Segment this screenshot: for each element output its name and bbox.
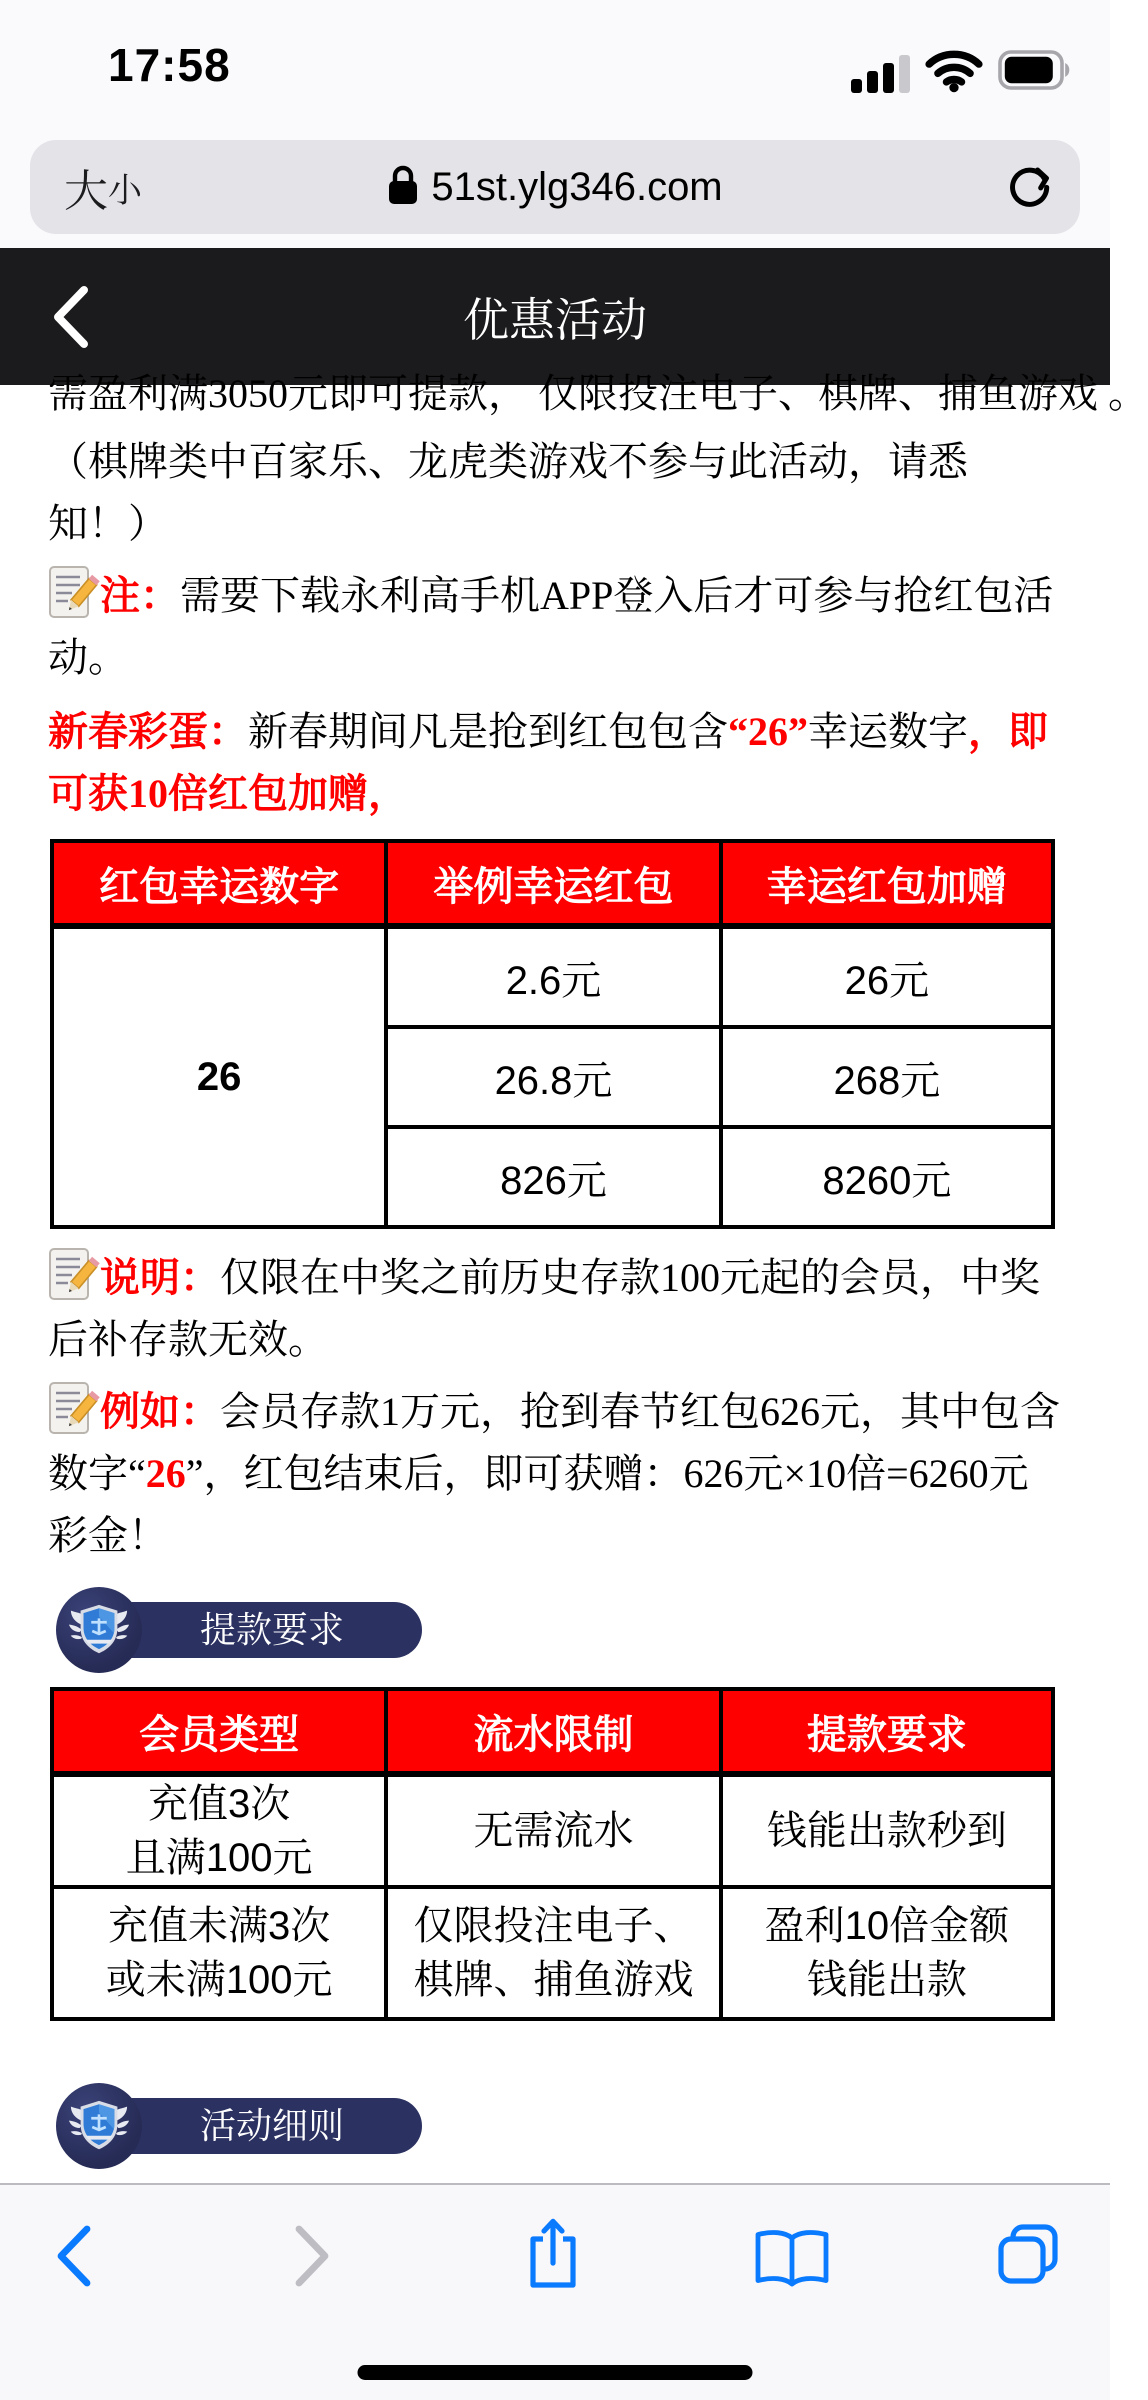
egg-text-1: 新春期间凡是抢到红包包含: [248, 709, 728, 754]
t1-bonus-cell: 268元: [721, 1027, 1053, 1127]
lock-icon: [387, 164, 419, 211]
bookmarks-icon[interactable]: [752, 2229, 832, 2294]
memo-icon: [48, 1381, 96, 1437]
clipped-text-line: 需盈利满3050元即可提款， 仅限投注电子、棋牌、捕鱼游戏 。: [48, 371, 1148, 416]
egg-text-2: 幸运数字: [808, 709, 968, 754]
liru-text-2: ”，红包结束后，即可获赠：626元×10倍=6260元彩金！: [48, 1451, 1029, 1558]
t2-turnover-cell: 无需流水: [386, 1774, 720, 1887]
egg-label: 新春彩蛋：: [48, 709, 248, 754]
page-content: [0, 371, 1148, 2183]
withdrawal-line: 盈利10倍金额: [764, 1904, 1010, 1948]
lucky-number-table: [50, 839, 1055, 1229]
table-header-row: [52, 841, 1053, 926]
t2-header-3: 提款要求: [721, 1689, 1053, 1774]
address-url-area[interactable]: [30, 140, 1080, 234]
memo-icon: [48, 565, 96, 621]
member-type-line: 或未满100元: [105, 1958, 333, 2002]
note-paragraph: [48, 565, 1062, 689]
member-type-line: 充值3次: [148, 1782, 291, 1826]
withdrawal-line: 钱能出款: [806, 1958, 967, 2002]
t1-header-2: 举例幸运红包: [386, 841, 720, 926]
withdrawal-table: [50, 1687, 1055, 2021]
liru-paragraph: [48, 1381, 1062, 1567]
egg-lucky-number: “26”: [728, 709, 808, 754]
shuoming-label: 说明：: [100, 1255, 220, 1300]
t2-header-1: 会员类型: [52, 1689, 386, 1774]
liru-text-1: 会员存款1万元，抢到春节红包626元，其中包含数字“: [48, 1389, 1060, 1496]
t2-member-type-cell: [52, 1887, 386, 2019]
t2-withdrawal-cell: 钱能出款秒到: [721, 1774, 1053, 1887]
t1-lucky-number-cell: 26: [52, 926, 386, 1227]
table-row: [52, 926, 1053, 1027]
address-url: 51st.ylg346.com: [431, 164, 723, 209]
t1-bonus-cell: 8260元: [721, 1127, 1053, 1227]
safari-toolbar: [0, 2183, 1110, 2400]
badge-label: 提款要求: [100, 1602, 422, 1658]
t1-header-3: 幸运红包加赠: [721, 841, 1053, 926]
liru-label: 例如：: [100, 1389, 220, 1434]
t1-example-cell: 2.6元: [386, 926, 720, 1027]
t1-bonus-cell: 26元: [721, 926, 1053, 1027]
tabs-icon[interactable]: [995, 2221, 1061, 2292]
t1-header-1: 红包幸运数字: [52, 841, 386, 926]
address-bar[interactable]: [30, 140, 1080, 234]
table-row: [52, 1887, 1053, 2019]
note-label: 注：: [100, 573, 180, 618]
t2-member-type-cell: [52, 1774, 386, 1887]
wifi-icon: [924, 48, 984, 97]
t2-withdrawal-cell: [721, 1887, 1053, 2019]
table-header-row: [52, 1689, 1053, 1774]
member-type-line: 且满100元: [125, 1836, 313, 1880]
toolbar-forward-icon[interactable]: [292, 2223, 334, 2294]
note-text: 需要下载永利高手机APP登入后才可参与抢红包活动。: [48, 573, 1054, 680]
withdrawal-requirements-badge: [56, 1587, 396, 1673]
share-icon[interactable]: [523, 2215, 583, 2296]
shuoming-text: 仅限在中奖之前历史存款100元起的会员，中奖后补存款无效。: [48, 1255, 1040, 1362]
reload-icon[interactable]: [1004, 162, 1054, 212]
shield-badge-icon: [56, 1587, 142, 1673]
t1-example-cell: 826元: [386, 1127, 720, 1227]
text-size-big-label: 大: [64, 167, 108, 216]
memo-icon: [48, 1247, 96, 1303]
t1-example-cell: 26.8元: [386, 1027, 720, 1127]
t2-header-2: 流水限制: [386, 1689, 720, 1774]
new-year-egg-paragraph: [48, 701, 1062, 825]
battery-icon: [998, 50, 1072, 95]
badge-label: 活动细则: [100, 2098, 422, 2154]
t2-turnover-cell: 仅限投注电子、棋牌、捕鱼游戏: [386, 1887, 720, 2019]
status-time: 17:58: [108, 39, 231, 91]
toolbar-back-icon[interactable]: [52, 2223, 94, 2294]
member-type-line: 充值未满3次: [108, 1904, 331, 1948]
shield-badge-icon: [56, 2083, 142, 2169]
table-row: [52, 1774, 1053, 1887]
text-size-small-label: 小: [108, 171, 142, 210]
signal-icon: [851, 53, 910, 93]
browser-chrome-top: [0, 0, 1110, 248]
home-indicator[interactable]: [358, 2365, 753, 2380]
activity-rules-badge: [56, 2083, 396, 2169]
liru-lucky-number: 26: [145, 1451, 186, 1496]
status-icons: [851, 48, 1072, 97]
egg-text-red: ，即可获10倍红包加赠，: [48, 709, 1048, 816]
shuoming-paragraph: [48, 1247, 1062, 1371]
page-title: 优惠活动: [463, 293, 647, 346]
parenthetical-line: （棋牌类中百家乐、龙虎类游戏不参与此活动，请悉知！）: [48, 439, 968, 546]
